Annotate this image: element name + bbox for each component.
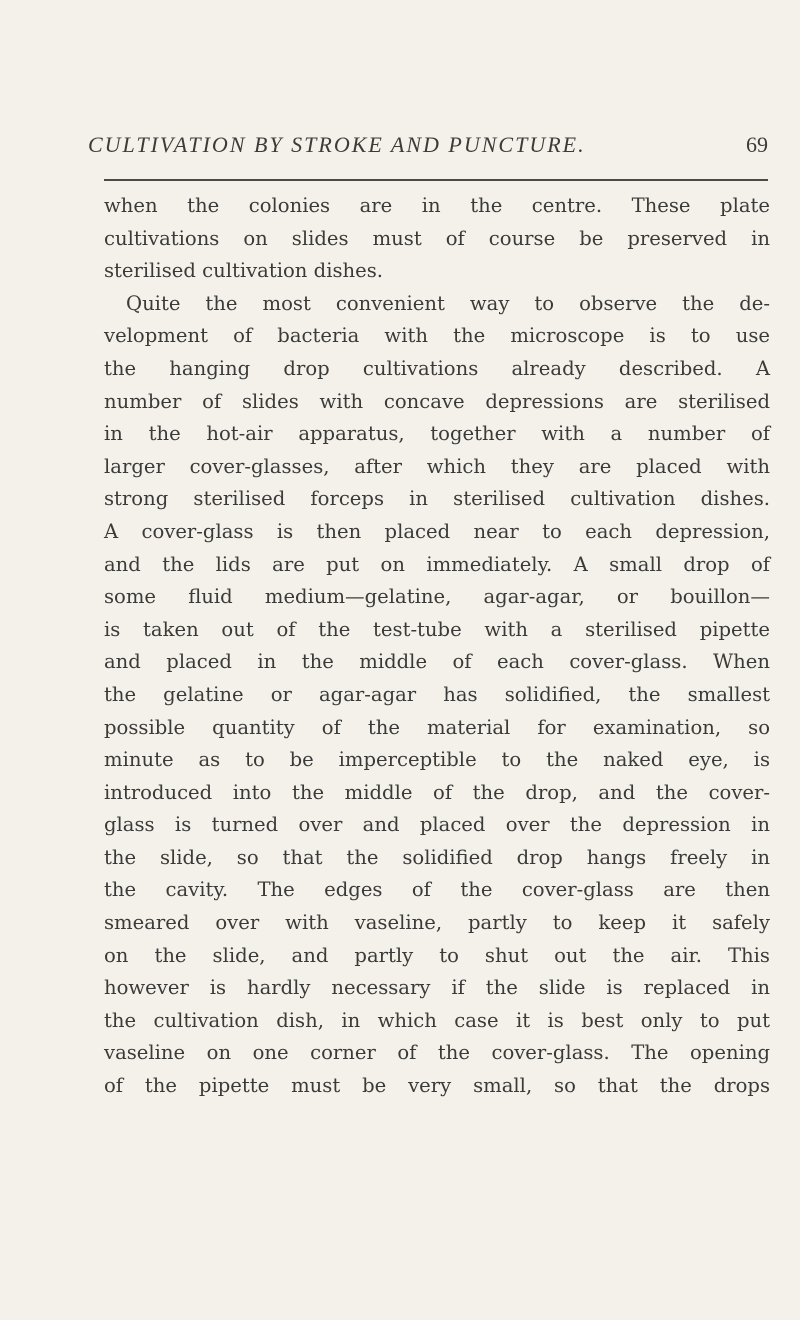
text-line: smeared over with vaseline, partly to keep it safely xyxy=(104,911,770,935)
page-header xyxy=(88,128,768,162)
text-line: in the hot-air apparatus, together with a number of xyxy=(104,422,770,446)
header-rule xyxy=(104,179,768,181)
text-line: introduced into the middle of the drop, and the cover- xyxy=(104,780,770,804)
text-line: larger cover-glasses, after which they are placed with xyxy=(104,454,770,478)
text-line: on the slide, and partly to shut out the air. This xyxy=(104,943,770,967)
text-line: of the pipette must be very small, so that the drops xyxy=(104,1074,770,1098)
text-line: and the lids are put on immediately. A small drop of xyxy=(104,552,770,576)
text-line: possible quantity of the material for examination, so xyxy=(104,715,770,739)
body-text xyxy=(104,190,770,1103)
text-line: when the colonies are in the centre. These plate xyxy=(104,194,770,217)
text-line: Quite the most convenient way to observe the de- xyxy=(126,291,770,315)
text-line: velopment of bacteria with the microscope is to use xyxy=(104,324,770,348)
text-line: some fluid medium—gelatine, agar-agar, or bouillon— xyxy=(104,585,770,609)
text-line: cultivations on slides must of course be preserved in xyxy=(104,226,770,250)
text-line: however is hardly necessary if the slide is replaced in xyxy=(104,976,770,1000)
text-line: A cover-glass is then placed near to each depression, xyxy=(104,519,770,543)
text-line: the slide, so that the solidified drop hangs freely in xyxy=(104,845,770,869)
text-line: number of slides with concave depressions are sterilised xyxy=(104,389,770,413)
text-line: the gelatine or agar-agar has solidified, the smallest xyxy=(104,682,770,706)
running-head: CULTIVATION BY STROKE AND PUNCTURE. xyxy=(88,132,586,157)
text-line: glass is turned over and placed over the depression in xyxy=(104,813,770,837)
text-line: the hanging drop cultivations already described. A xyxy=(104,356,770,380)
text-line: strong sterilised forceps in sterilised cultivation dishes. xyxy=(104,487,770,511)
text-line: the cavity. The edges of the cover-glass are then xyxy=(104,878,770,902)
text-line: the cultivation dish, in which case it is best only to put xyxy=(104,1008,770,1032)
text-line: and placed in the middle of each cover-glass. When xyxy=(104,650,770,674)
text-line: sterilised cultivation dishes. xyxy=(104,259,384,283)
text-line: minute as to be imperceptible to the naked eye, is xyxy=(104,748,770,772)
text-line: vaseline on one corner of the cover-glass. The opening xyxy=(104,1041,770,1065)
page-number: 69 xyxy=(746,132,768,157)
text-line: is taken out of the test-tube with a sterilised pipette xyxy=(104,617,770,641)
